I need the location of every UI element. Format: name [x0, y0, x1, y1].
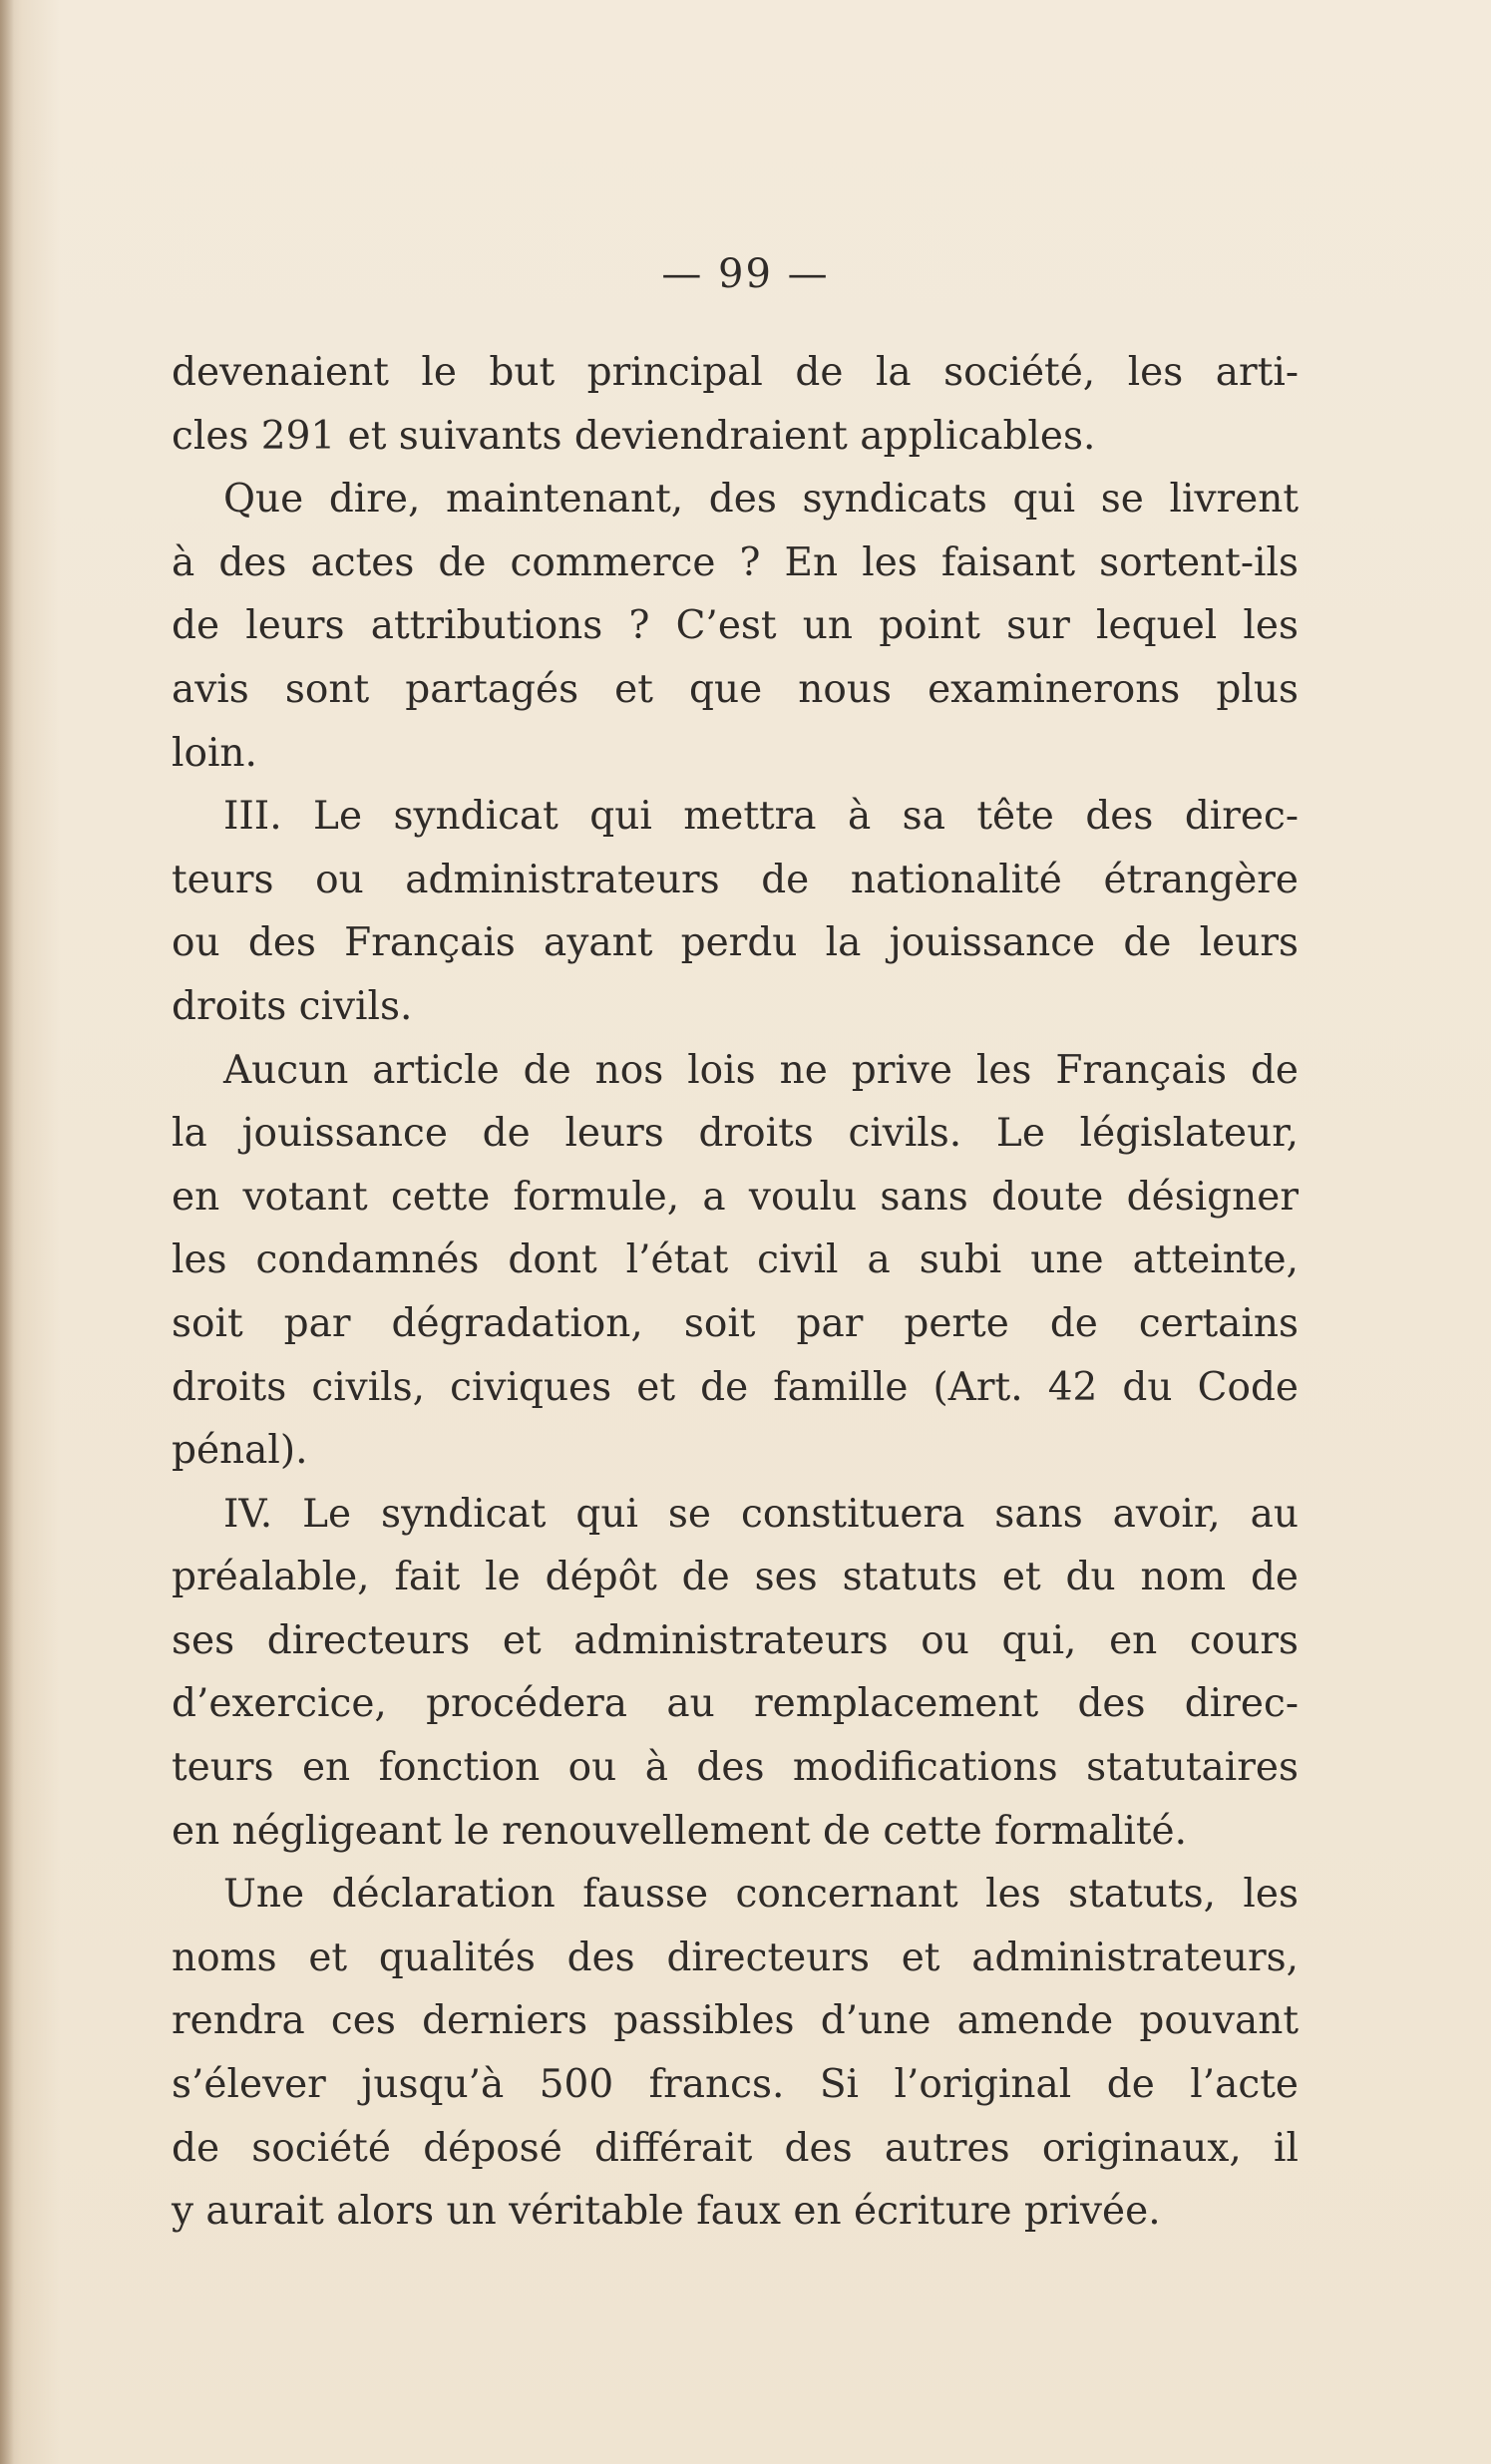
text-line: loin.: [172, 730, 257, 776]
text-line: cles 291 et suivants deviendraient applicables.: [172, 413, 1096, 459]
page-number: — 99 —: [661, 251, 830, 297]
binding-shadow: [0, 0, 14, 2464]
text-line: devenaient le but principal de la société, les arti-: [172, 350, 1299, 395]
text-line: droits civils.: [172, 983, 413, 1029]
text-line: IV. Le syndicat qui se constituera sans avoir, au: [223, 1491, 1299, 1537]
text-line: avis sont partagés et que nous examinerons plus: [172, 666, 1299, 712]
text-line: en votant cette formule, a voulu sans doute désigner: [172, 1174, 1299, 1220]
text-line: ses directeurs et administrateurs ou qui, en cours: [172, 1617, 1299, 1663]
text-line: droits civils, civiques et de famille (Art. 42 du Code: [172, 1364, 1299, 1410]
text-line: les condamnés dont l’état civil a subi une atteinte,: [172, 1237, 1299, 1283]
text-line: d’exercice, procédera au remplacement des direc-: [172, 1681, 1299, 1727]
text-line: la jouissance de leurs droits civils. Le législateur,: [172, 1111, 1299, 1157]
text-line: teurs en fonction ou à des modifications statutaires: [172, 1745, 1299, 1791]
text-line: Aucun article de nos lois ne prive les Français de: [223, 1047, 1299, 1093]
body-text: [172, 341, 1299, 2244]
text-line: III. Le syndicat qui mettra à sa tête des direc-: [223, 794, 1299, 840]
text-line: préalable, fait le dépôt de ses statuts et du nom de: [172, 1555, 1299, 1600]
text-line: à des actes de commerce ? En les faisant sortent-ils: [172, 539, 1299, 585]
text-line: de leurs attributions ? C’est un point sur lequel les: [172, 603, 1299, 649]
text-line: y aurait alors un véritable faux en écriture privée.: [172, 2189, 1161, 2235]
text-line: rendra ces derniers passibles d’une amende pouvant: [172, 1998, 1299, 2044]
text-line: noms et qualités des directeurs et administrateurs,: [172, 1935, 1299, 1980]
text-line: Une déclaration fausse concernant les statuts, les: [223, 1872, 1299, 1918]
text-line: pénal).: [172, 1428, 308, 1474]
text-line: Que dire, maintenant, des syndicats qui se livrent: [223, 477, 1299, 523]
text-line: s’élever jusqu’à 500 francs. Si l’original de l’acte: [172, 2062, 1299, 2108]
text-line: soit par dégradation, soit par perte de certains: [172, 1300, 1299, 1346]
text-line: en négligeant le renouvellement de cette formalité.: [172, 1808, 1188, 1854]
text-line: teurs ou administrateurs de nationalité étrangère: [172, 857, 1299, 902]
text-line: ou des Français ayant perdu la jouissance de leurs: [172, 920, 1299, 966]
text-line: de société déposé différait des autres originaux, il: [172, 2125, 1299, 2171]
